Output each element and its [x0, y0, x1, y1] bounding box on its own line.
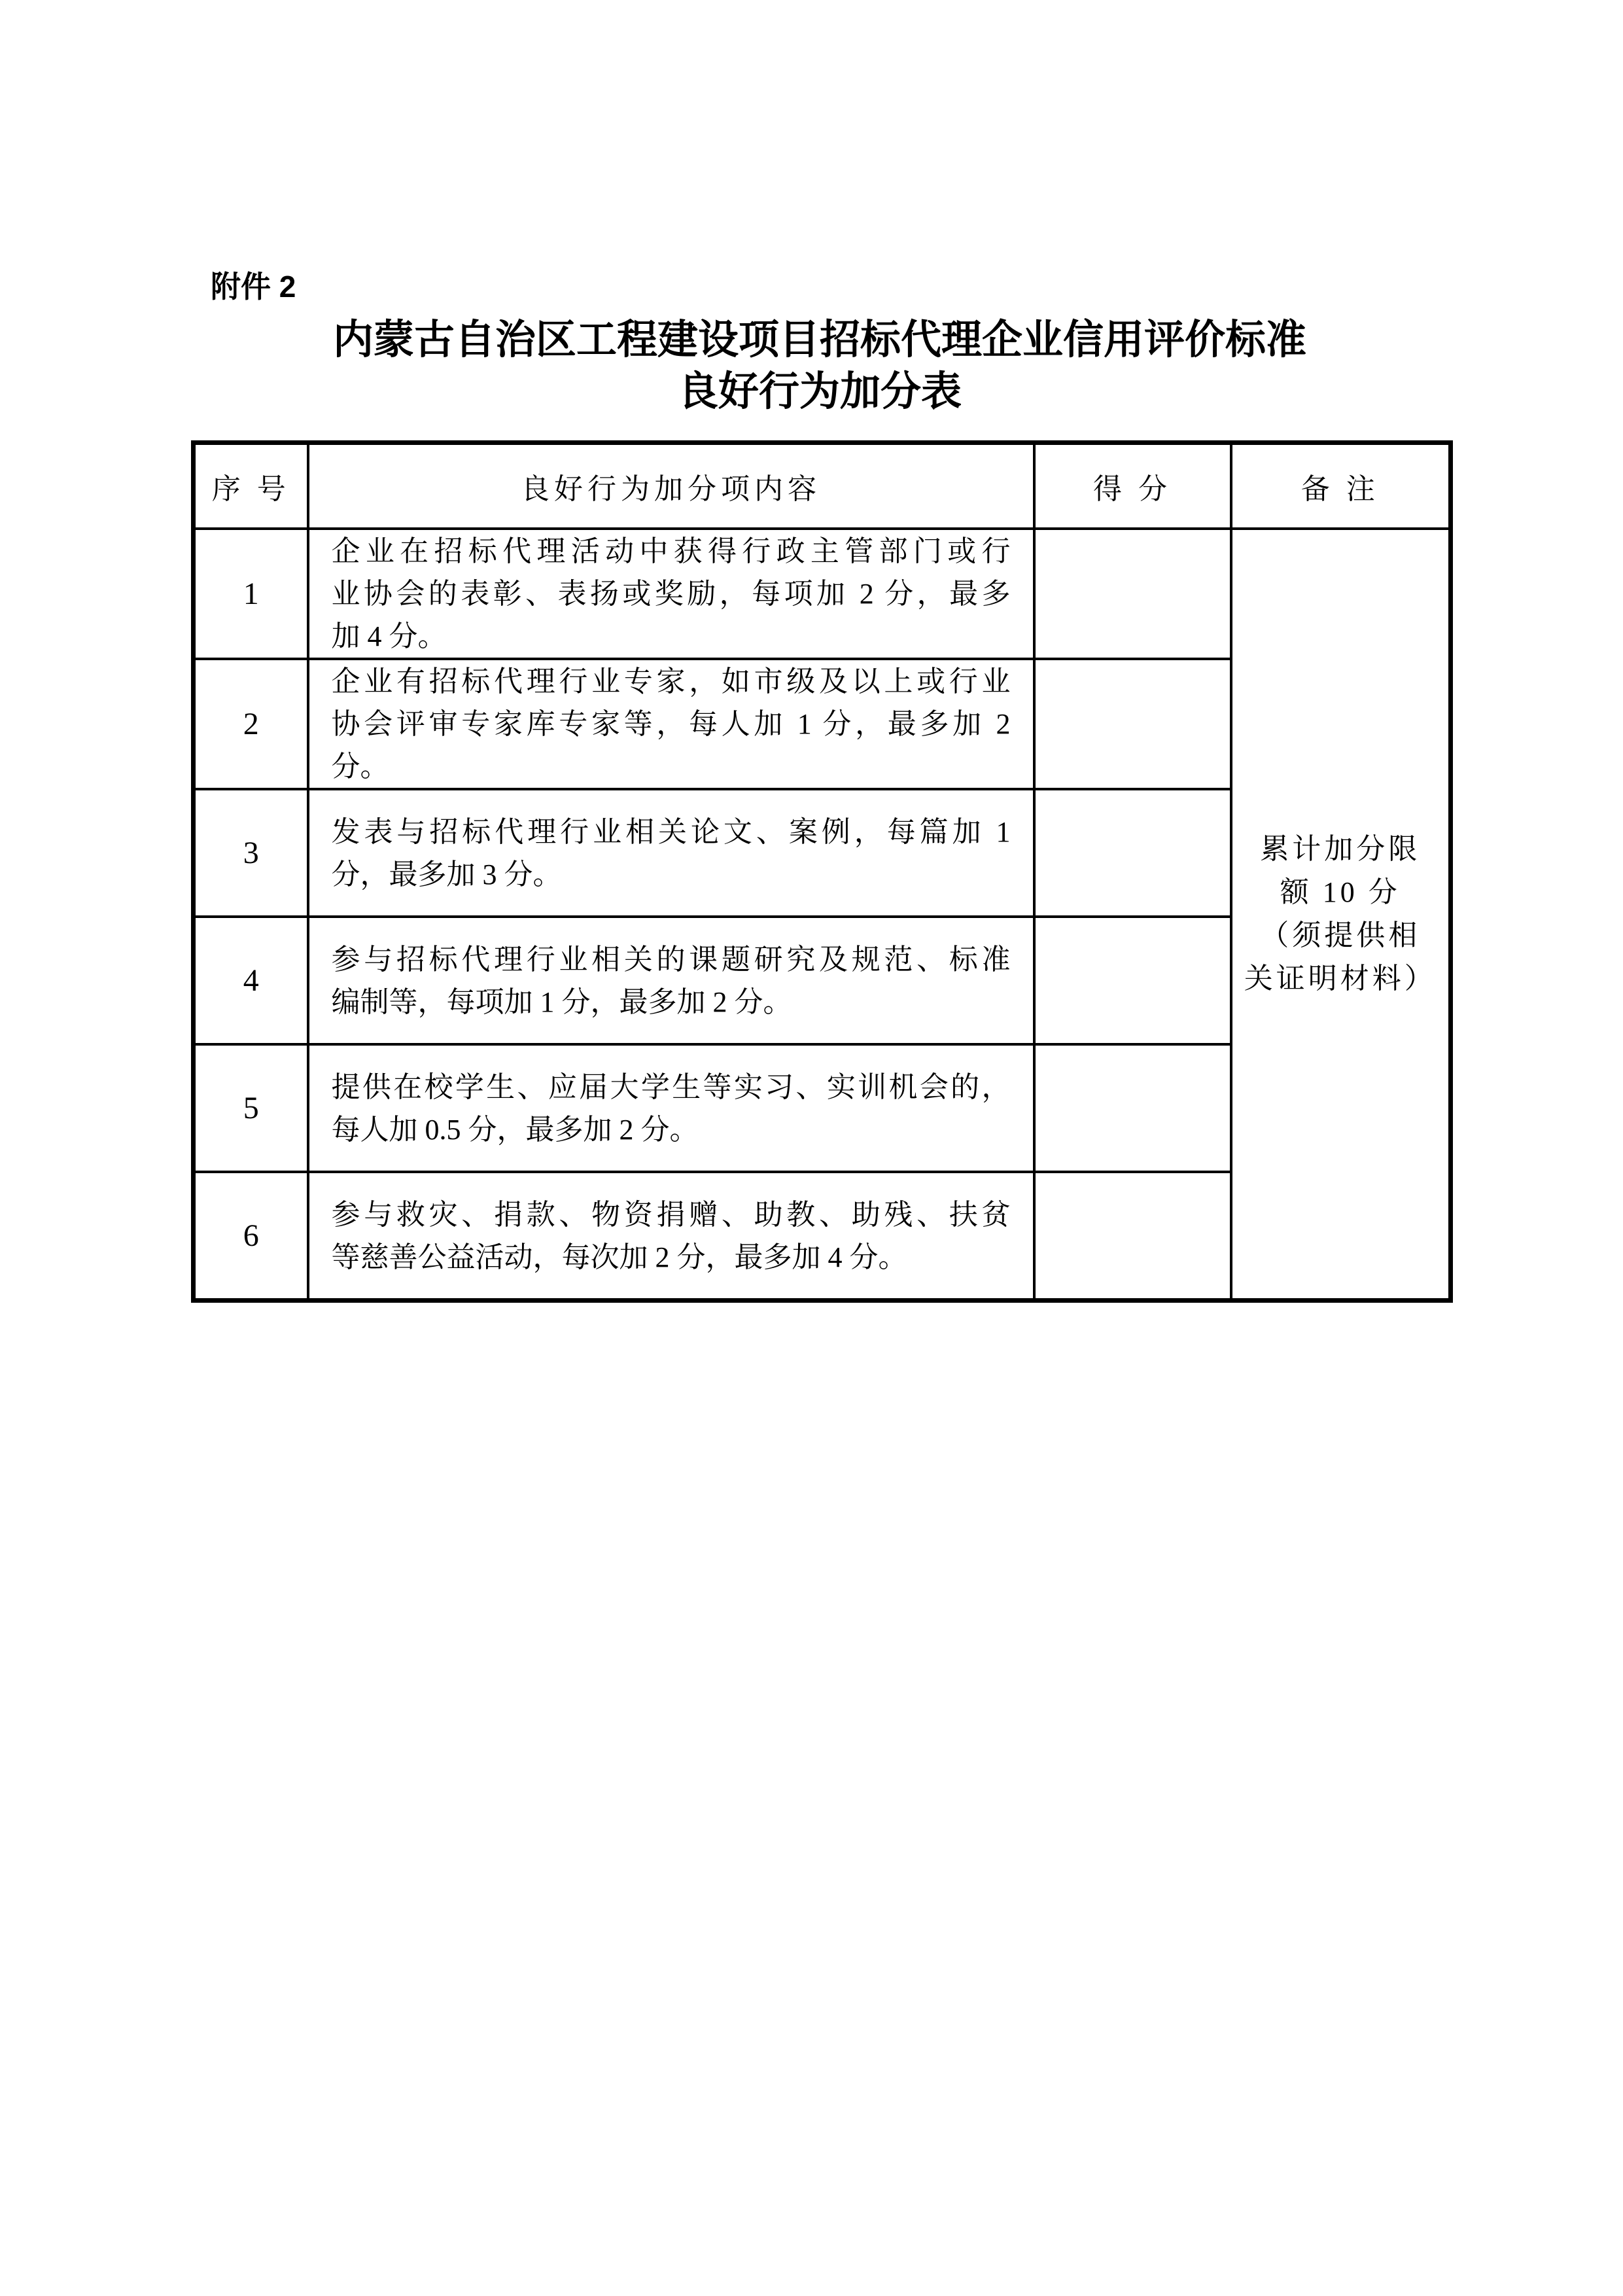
- remark-cell: [1231, 529, 1451, 1301]
- row-score-cell: [1034, 1044, 1231, 1172]
- row-content-cell: [308, 917, 1034, 1044]
- row-content-cell: [308, 659, 1034, 789]
- content-line: 分，最多加 3 分。: [331, 858, 562, 891]
- content-line: 加 4 分。: [331, 620, 447, 652]
- attachment-label: 附件 2: [211, 270, 296, 304]
- table-row: [194, 529, 1451, 659]
- header-index: 序 号: [194, 443, 308, 529]
- row-index-cell: 3: [194, 789, 308, 917]
- row-index-cell: 1: [194, 529, 308, 659]
- content-line: 分。: [331, 751, 389, 783]
- score-table: [191, 440, 1453, 1303]
- content-line: 等慈善公益活动，每次加 2 分，最多加 4 分。: [331, 1241, 907, 1273]
- row-content-cell: [308, 529, 1034, 659]
- content-line: 企业在招标代理活动中获得行政主管部门或行: [331, 535, 1011, 567]
- remark-line: 额 10 分: [1280, 876, 1401, 908]
- row-score-cell: [1034, 917, 1231, 1044]
- document-title-line-2: 良好行为加分表: [677, 369, 962, 414]
- remark-line: 累计加分限: [1260, 833, 1421, 865]
- row-content-cell: [308, 1172, 1034, 1301]
- remark-line: （须提供相: [1260, 919, 1421, 951]
- row-index-cell: 4: [194, 917, 308, 1044]
- content-line: 发表与招标代理行业相关论文、案例，每篇加 1: [331, 815, 1011, 848]
- document-title-line-1: 内蒙古自治区工程建设项目招标代理企业信用评价标准: [332, 317, 1306, 362]
- content-line: 参与救灾、捐款、物资捐赠、助教、助残、扶贫: [331, 1198, 1011, 1231]
- header-remark: 备 注: [1231, 443, 1451, 529]
- header-content: 良好行为加分项内容: [308, 443, 1034, 529]
- content-line: 参与招标代理行业相关的课题研究及规范、标准: [331, 943, 1011, 976]
- header-score: 得 分: [1034, 443, 1231, 529]
- row-score-cell: [1034, 789, 1231, 917]
- row-index-cell: 5: [194, 1044, 308, 1172]
- table-body: [194, 529, 1451, 1301]
- row-index-cell: 2: [194, 659, 308, 789]
- row-content-cell: [308, 789, 1034, 917]
- content-line: 每人加 0.5 分，最多加 2 分。: [331, 1113, 699, 1146]
- content-line: 企业有招标代理行业专家，如市级及以上或行业: [331, 665, 1011, 698]
- row-score-cell: [1034, 1172, 1231, 1301]
- document-title: [191, 314, 1448, 417]
- content-line: 业协会的表彰、表扬或奖励，每项加 2 分，最多: [331, 578, 1011, 610]
- row-index-cell: 6: [194, 1172, 308, 1301]
- row-score-cell: [1034, 659, 1231, 789]
- content-line: 编制等，每项加 1 分，最多加 2 分。: [331, 985, 792, 1018]
- row-score-cell: [1034, 529, 1231, 659]
- table-header-row: [194, 443, 1451, 529]
- content-line: 协会评审专家库专家等，每人加 1 分，最多加 2: [331, 708, 1011, 740]
- row-content-cell: [308, 1044, 1034, 1172]
- remark-line: 关证明材料）: [1244, 963, 1437, 995]
- content-line: 提供在校学生、应届大学生等实习、实训机会的，: [331, 1070, 1011, 1103]
